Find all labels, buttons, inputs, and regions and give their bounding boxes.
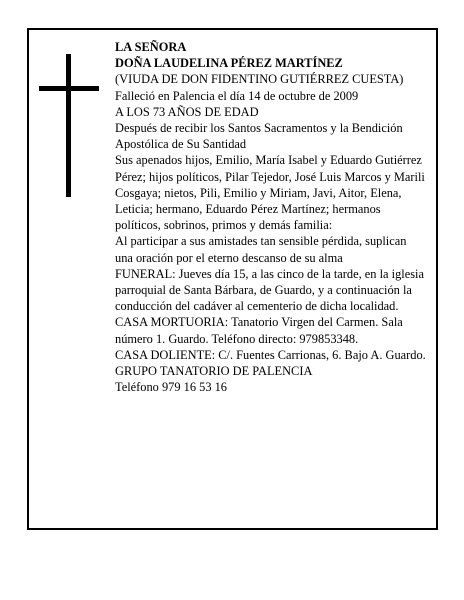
- funeral-home-phone: Teléfono 979 16 53 16: [115, 380, 228, 395]
- family-paragraph: Sus apenados hijos, Emilio, María Isabel y Eduardo Gutiérrez Pérez; hijos políticos, Pilar Tejedor, José Luis Marcos y Marili Cosgaya; nietos, Pili, Emilio y Miriam, Javi, Aitor, Elena, Leticia; hermano, Eduardo Pérez Martínez; hermanos políticos, sobrinos, primos y demás familia:: [115, 153, 425, 233]
- prayer-request-paragraph: Al participar a sus amistades tan sensible pérdida, suplican una oración por el eterno descanso de su alma: [115, 234, 407, 265]
- deceased-name: DOÑA LAUDELINA PÉREZ MARTÍNEZ: [115, 56, 343, 71]
- mourning-house-paragraph: CASA DOLIENTE: C/. Fuentes Carrionas, 6. Bajo A. Guardo.: [115, 347, 426, 362]
- sacraments-paragraph: Después de recibir los Santos Sacramentos y la Bendición Apostólica de Su Santidad: [115, 121, 403, 152]
- cross-horizontal-bar: [39, 86, 99, 91]
- widow-of-line: (VIUDA DE DON FIDENTINO GUTIÉRREZ CUESTA): [115, 72, 404, 87]
- title-line-1: LA SEÑORA: [115, 40, 187, 54]
- cross-vertical-bar: [66, 54, 71, 197]
- funeral-paragraph: FUNERAL: Jueves día 15, a las cinco de la tarde, en la iglesia parroquial de Santa Bárbara, de Guardo, y a continuación la conducción del cadáver al cementerio de dicha localidad.: [115, 266, 424, 314]
- obituary-text: [115, 39, 427, 395]
- age-line: A LOS 73 AÑOS DE EDAD: [115, 104, 259, 119]
- latin-cross-icon: [39, 54, 99, 197]
- mortuary-paragraph: CASA MORTUORIA: Tanatorio Virgen del Carmen. Sala número 1. Guardo. Teléfono directo: 979853348.: [115, 315, 403, 346]
- funeral-home-name: GRUPO TANATORIO DE PALENCIA: [115, 364, 313, 379]
- death-date-line: Falleció en Palencia el día 14 de octubre de 2009: [115, 88, 359, 103]
